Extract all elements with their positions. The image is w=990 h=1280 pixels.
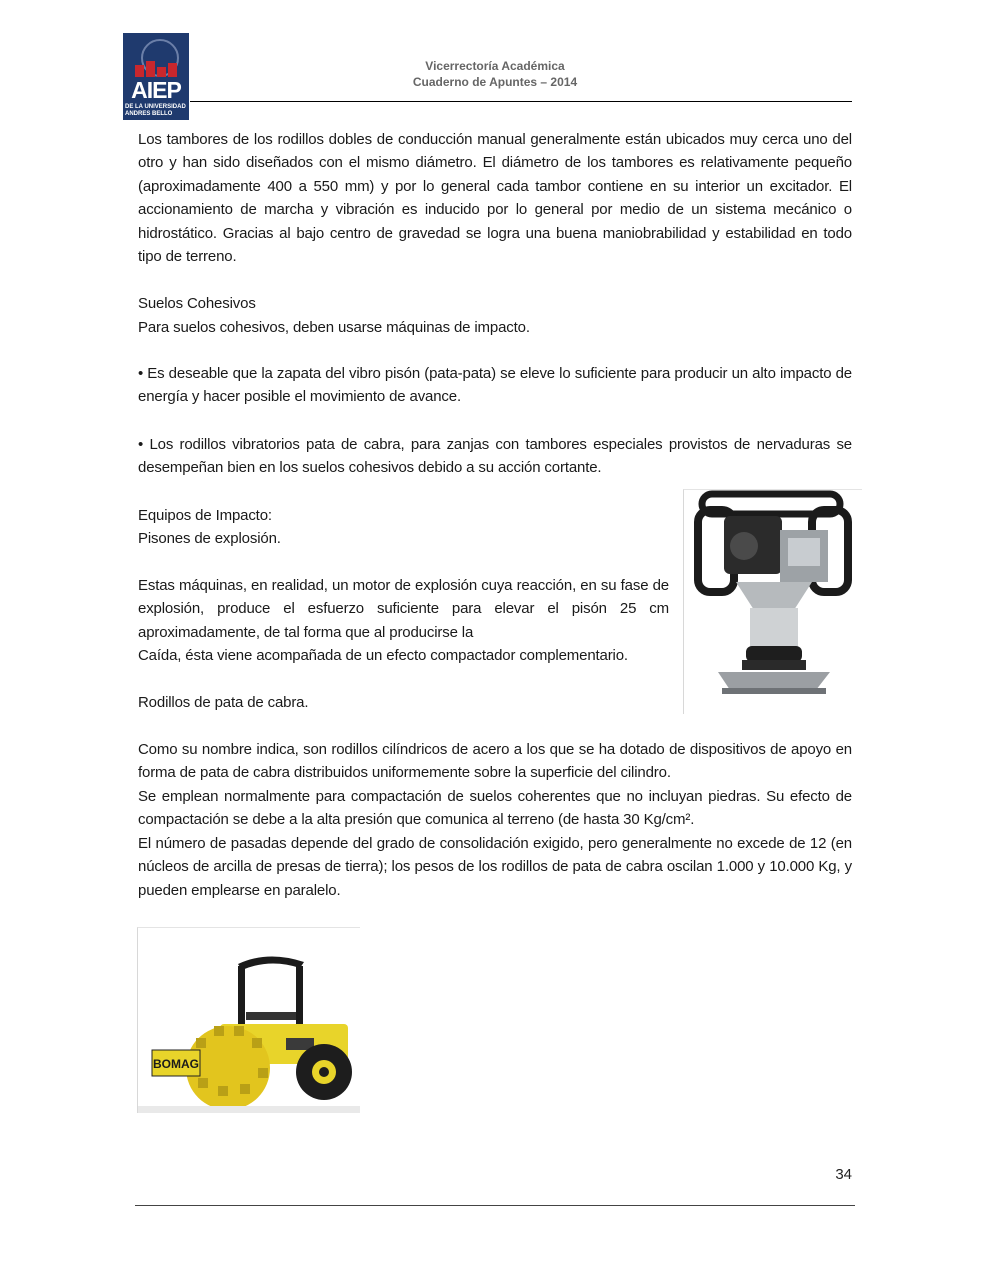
roller-figure — [137, 927, 360, 1113]
logo-line-2: ANDRES BELLO — [125, 111, 173, 117]
rammer-image — [684, 490, 862, 714]
logo-brand: AIEP — [131, 77, 181, 103]
heading-rodillos-pata-cabra: Rodillos de pata de cabra. — [138, 694, 309, 711]
logo-line-1: DE LA UNIVERSIDAD — [125, 104, 186, 110]
bullet-vibro-pison: • Es deseable que la zapata del vibro pisón (pata-pata) se eleve lo suficiente para producir un alto impacto de energía y hacer posible el movimiento de avance. — [138, 365, 852, 406]
bullet-pata-de-cabra: • Los rodillos vibratorios pata de cabra, para zanjas con tambores especiales provistos de nervaduras se desempeñan bien en los suelos cohesivos debido a su acción cortante. — [138, 436, 852, 477]
header-line-2: Cuaderno de Apuntes – 2014 — [412, 75, 578, 89]
paragraph-pisones-3: Caída, ésta viene acompañada de un efecto compactador complementario. — [138, 647, 628, 664]
heading-equipos-impacto: Equipos de Impacto: — [138, 507, 272, 524]
paragraph-rodillos-3: El número de pasadas depende del grado de consolidación exigido, pero generalmente no excede de 12 (en núcleos de arcilla de presas de tierra); los pesos de los rodillos de pata de cabra oscilan 1.000 y 10.000 Kg, y pueden emplearse en paralelo. — [138, 835, 852, 899]
paragraph-rodillos-2: Se emplean normalmente para compactación de suelos coherentes que no incluyan piedras. Su efecto de compactación se debe a la alta presión que comunica al terreno (de hasta 30 Kg/cm². — [138, 788, 852, 829]
paragraph-maquinas-impacto: Para suelos cohesivos, deben usarse máquinas de impacto. — [138, 319, 530, 336]
rammer-figure — [683, 489, 862, 714]
roller-brand: BOMAG — [153, 1057, 199, 1071]
roller-image — [138, 928, 360, 1113]
paragraph-pisones-2: aproximadamente, de tal forma que al producirse la — [138, 624, 474, 641]
page-header — [300, 58, 690, 90]
page-number: 34 — [835, 1166, 852, 1183]
heading-pisones: Pisones de explosión. — [138, 530, 281, 547]
heading-suelos-cohesivos: Suelos Cohesivos — [138, 295, 256, 312]
paragraph-pisones-1: Estas máquinas, en realidad, un motor de explosión cuya reacción, en su fase de explosión, produce el esfuerzo suficiente para elevar el pisón 25 cm — [138, 577, 669, 618]
paragraph-rodillos-1: Como su nombre indica, son rodillos cilíndricos de acero a los que se ha dotado de dispositivos de apoyo en forma de pata de cabra distribuidos uniformemente sobre la superficie del cilindro. — [138, 741, 852, 782]
aiep-logo — [123, 33, 189, 120]
footer-rule — [135, 1205, 855, 1206]
header-rule — [190, 101, 852, 102]
logo-bars — [133, 59, 179, 77]
paragraph-tambores: Los tambores de los rodillos dobles de conducción manual generalmente están ubicados muy cerca uno del otro y han sido diseñados con el mismo diámetro. El diámetro de los tambores es relativamente pequeño (aproximadamente 400 a 550 mm) y por lo general cada tambor contiene en su interior un excitador. El accionamiento de marcha y vibración es inducido por lo general por medio de un sistema mecánico o hidrostático. Gracias al bajo centro de gravedad se logra una buena maniobrabilidad y estabilidad en todo tipo de terreno. — [138, 131, 852, 266]
header-line-1: Vicerrectoría Académica — [425, 59, 565, 73]
